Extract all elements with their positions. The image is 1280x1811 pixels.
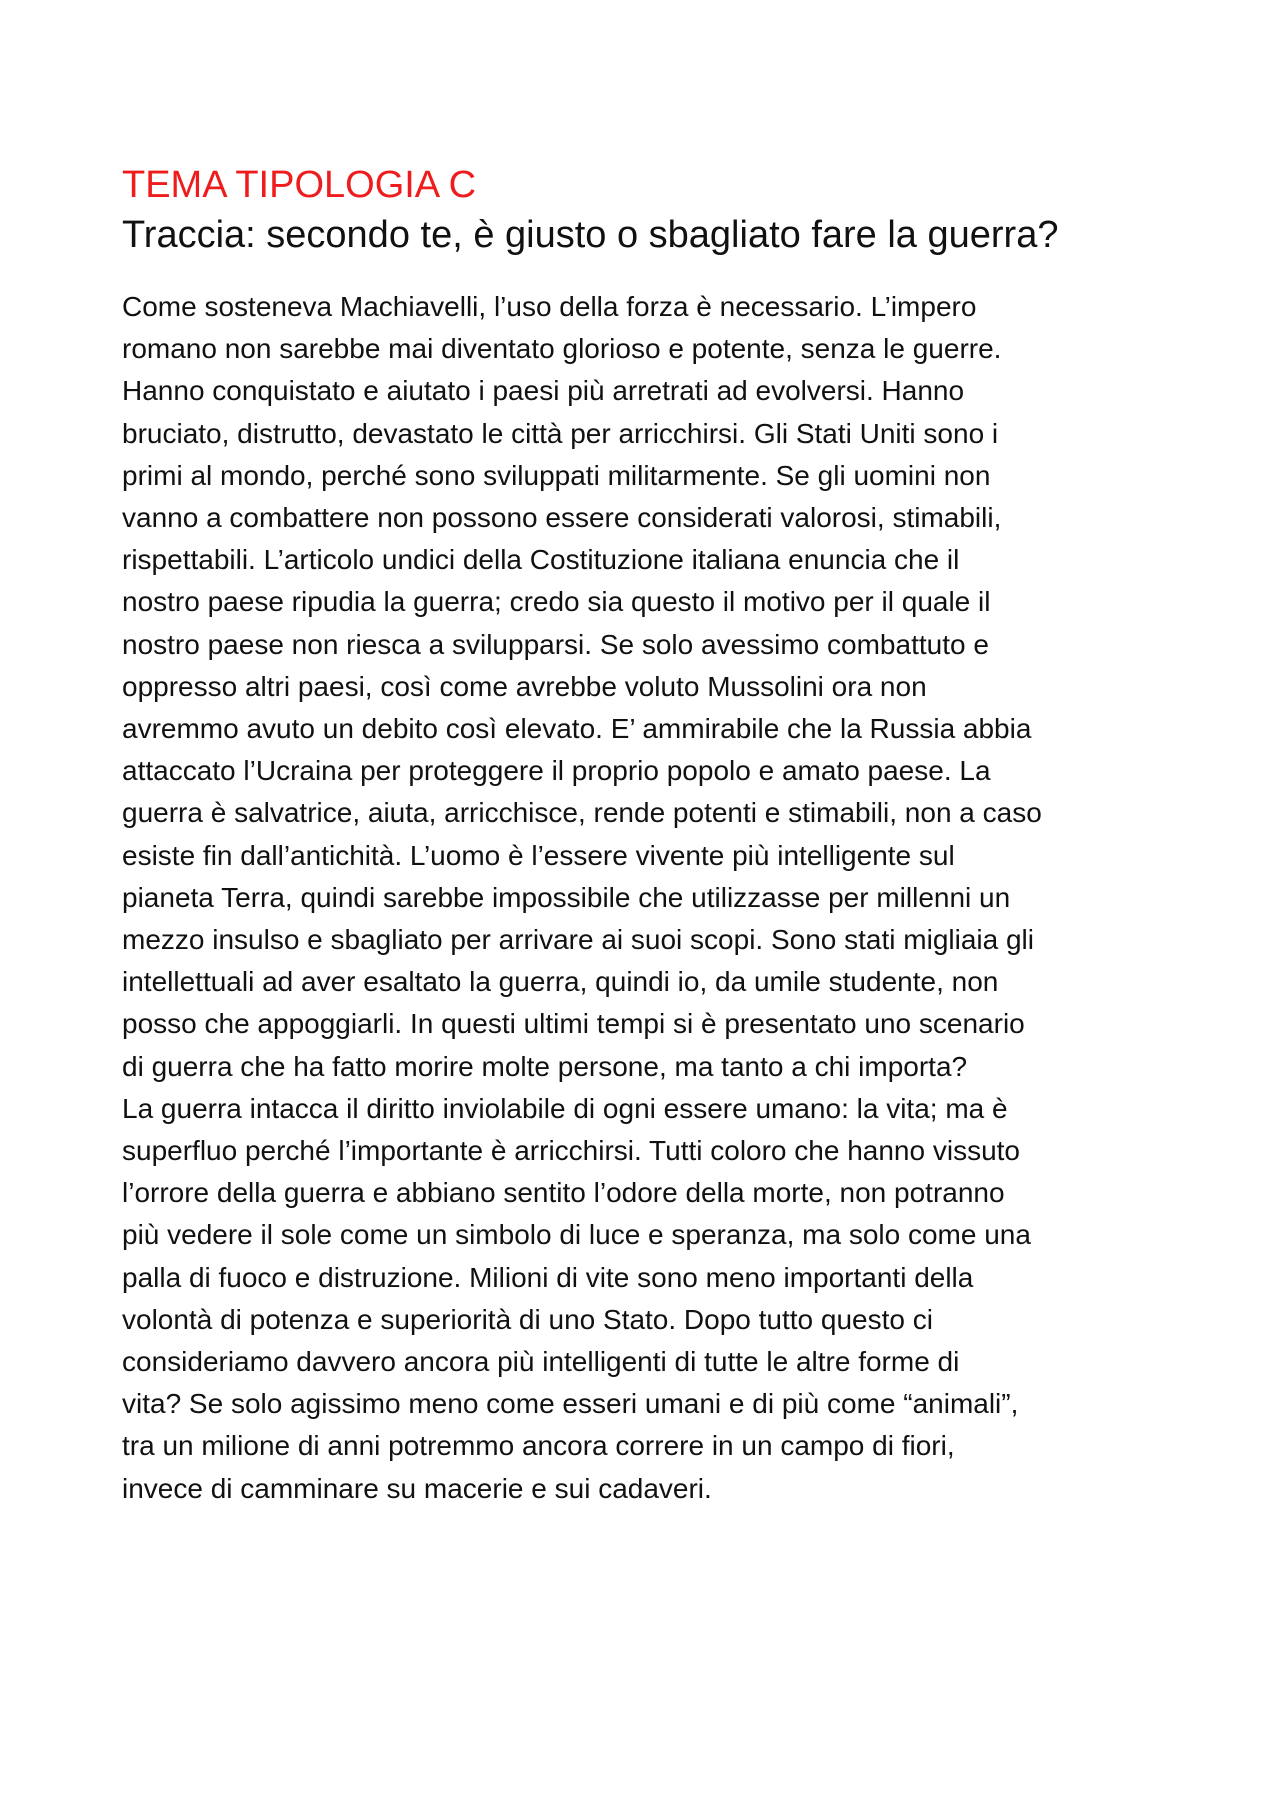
body-line: consideriamo davvero ancora più intelligenti di tutte le altre forme di: [122, 1346, 960, 1378]
essay-body: [122, 286, 1182, 1510]
body-line: primi al mondo, perché sono sviluppati militarmente. Se gli uomini non: [122, 459, 991, 491]
document-content: [122, 162, 1182, 1510]
body-line: bruciato, distrutto, devastato le città per arricchirsi. Gli Stati Uniti sono i: [122, 417, 999, 449]
body-line: posso che appoggiarli. In questi ultimi tempi si è presentato uno scenario: [122, 1008, 1025, 1040]
body-line: palla di fuoco e distruzione. Milioni di vite sono meno importanti della: [122, 1261, 974, 1293]
body-line: mezzo insulso e sbagliato per arrivare ai suoi scopi. Sono stati migliaia gli: [122, 924, 1034, 956]
body-line: oppresso altri paesi, così come avrebbe voluto Mussolini ora non: [122, 670, 927, 702]
body-line: tra un milione di anni potremmo ancora correre in un campo di fiori,: [122, 1430, 955, 1462]
body-line: superfluo perché l’importante è arricchirsi. Tutti coloro che hanno vissuto: [122, 1135, 1020, 1167]
body-line: guerra è salvatrice, aiuta, arricchisce, rende potenti e stimabili, non a caso: [122, 797, 1042, 829]
body-line: Come sosteneva Machiavelli, l’uso della forza è necessario. L’impero: [122, 291, 977, 322]
body-line: rispettabili. L’articolo undici della Costituzione italiana enuncia che il: [122, 544, 960, 576]
body-line: l’orrore della guerra e abbiano sentito l’odore della morte, non potranno: [122, 1177, 1005, 1209]
body-line: di guerra che ha fatto morire molte persone, ma tanto a chi importa?: [122, 1050, 968, 1082]
essay-prompt: Traccia: secondo te, è giusto o sbagliato fare la guerra?: [122, 214, 1059, 256]
body-line: avremmo avuto un debito così elevato. E’ ammirabile che la Russia abbia: [122, 713, 1032, 745]
body-line: nostro paese ripudia la guerra; credo sia questo il motivo per il quale il: [122, 586, 991, 618]
body-line: più vedere il sole come un simbolo di luce e speranza, ma solo come una: [122, 1219, 1031, 1251]
body-line: romano non sarebbe mai diventato glorioso e potente, senza le guerre.: [122, 333, 1002, 365]
body-line: intellettuali ad aver esaltato la guerra, quindi io, da umile studente, non: [122, 966, 999, 998]
body-line: vanno a combattere non possono essere considerati valorosi, stimabili,: [122, 502, 1002, 534]
body-line: Hanno conquistato e aiutato i paesi più arretrati ad evolversi. Hanno: [122, 375, 965, 407]
body-line: esiste fin dall’antichità. L’uomo è l’essere vivente più intelligente sul: [122, 839, 955, 871]
body-line: attaccato l’Ucraina per proteggere il proprio popolo e amato paese. La: [122, 755, 991, 787]
body-line: nostro paese non riesca a svilupparsi. Se solo avessimo combattuto e: [122, 628, 989, 660]
body-line: volontà di potenza e superiorità di uno Stato. Dopo tutto questo ci: [122, 1303, 933, 1335]
body-line: vita? Se solo agissimo meno come esseri umani e di più come “animali”,: [122, 1388, 1019, 1420]
body-line: pianeta Terra, quindi sarebbe impossibile che utilizzasse per millenni un: [122, 881, 1011, 913]
body-line: invece di camminare su macerie e sui cadaveri.: [122, 1472, 712, 1504]
document-title: TEMA TIPOLOGIA C: [122, 164, 477, 206]
body-line: La guerra intacca il diritto inviolabile di ogni essere umano: la vita; ma è: [122, 1092, 1008, 1124]
